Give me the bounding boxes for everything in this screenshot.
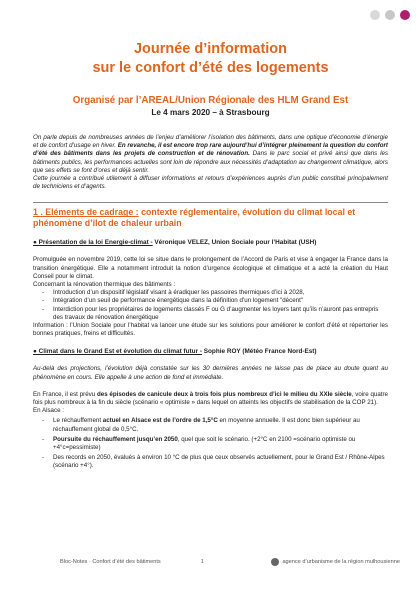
paragraph-projections: Au-delà des projections, l’évolution déjà constatée sur les 30 dernières années ne laisse pas de place au doute quant au phénomène en cours. Elle appelle à une action de fond et immédiate. [33,365,388,381]
title-line-1: Journée d’information [133,41,288,57]
france-c: , voire quatre fois plus nombreux à la fin du siècle (scénario « optimiste » dans lequel on atteints les objectifs de stabilisation de la COP 21). [33,390,388,407]
section-title: contexte réglementaire, évolution du climat local et phénomène d’îlot de chaleur urbain [33,207,356,229]
paragraph-alsace: En Alsace : [33,407,64,415]
document-page [33,40,388,473]
list-item [53,436,388,452]
intro-p1c: Dans le parc social et privé ainsi que dans les bâtiments publics, les performances actuelles sont loin de répondre aux nécessités d’adaptation au changement climatique, alors que ses effets se font d’ores et déjà sentir. [33,150,388,174]
dot-grey [385,10,395,20]
subheading-loi [33,239,388,247]
list-item [53,454,388,470]
event-date: Le 4 mars 2020 – à Strasbourg [151,108,270,117]
paragraph-renovation-intro: Concernant la rénovation thermique des bâtiments : [33,281,176,289]
footer-left: Bloc-Notes · Confort d’été des bâtiments [60,559,161,565]
item-text-c: , quel que soit le scénario. (+2°C en 2100 =scénario optimiste ou +4°c=pessimiste) [53,435,356,452]
section-number: 1 . Eléments de cadrage : [33,207,139,218]
page-footer [60,558,400,566]
list-item: - Intégration d’un seuil de performance énergétique dans la définition d’un logement "décent" [53,297,388,305]
list-item: - Introduction d’un dispositif législatif visant à éradiquer les passoires thermiques d’ici à 2028, [53,289,388,297]
footer-agency: agence d’urbanisme de la région mulhousienne [282,559,400,565]
paragraph-information: Information : l’Union Sociale pour l’habitat va lancer une étude sur les solutions pour améliorer le confort d’été et répertorier les bonnes pratiques, freins et difficultés. [33,322,388,338]
dot-light [370,10,380,20]
item-text-a: Des records en 2050, évalués à environ 10 °C de plus que ceux observés actuellement, pour le Grand Est / Rhône-Alpes (scénario +4°). [53,454,385,470]
renovation-list [33,289,388,322]
footer-right [271,558,400,566]
section-heading-1 [33,202,388,229]
list-item [53,417,388,433]
subheading-climat-title: ● Climat dans le Grand Est et évolution du climat futur - [33,348,202,356]
intro-paragraph-2: Cette journée a contribué utilement à diffuser informations et retours d’expériences auprès d’un public constitué principalement de techniciens et d’agents. [33,175,388,191]
intro-paragraph-1 [33,134,388,175]
subheading-climat [33,348,388,356]
paragraph-loi: Promulguée en novembre 2019, cette loi se situe dans le prolongement de l’Accord de Paris et vise à engager la France dans la transition énergétique. Elle a notamment introduit la notion d’urgence écologique et climatique et a acté la création du Haut Conseil pour le climat. [33,256,388,280]
france-a: En France, il est prévu [33,390,97,398]
alsace-list [33,417,388,470]
intro-p1a: On parle depuis de nombreuses années de l’enjeu d’améliorer l’isolation des bâtiments, dans une optique d’économie d’énergie et de confort d’usage en hiver. [33,134,388,150]
item-text-b: actuel en Alsace est de l’ordre de 1,5°C [102,417,218,425]
paragraph-france [33,391,388,407]
item-text-c: en moyenne annuelle. Il est donc bien supérieur au réchauffement global de 0,5°C. [53,417,360,433]
france-b: des épisodes de canicule deux à trois fois plus nombreux d’ici le milieu du XXIe siècle [96,390,352,398]
agency-logo-icon [271,558,279,566]
dot-magenta [400,10,410,20]
page-number: 1 [200,559,204,565]
subheading-climat-speaker: Sophie ROY (Météo France Nord-Est) [203,348,317,356]
item-text-b: Poursuite du réchauffement jusqu’en 2050 [53,435,178,443]
item-text-a: Le réchauffement [53,417,103,425]
list-item: - Interdiction pour les propriétaires de logements classés F ou G d’augmenter les loyers tant qu’ils n’auront pas entrepris des travaux de rénovation énergétique [53,306,388,322]
subheading-loi-title: ● Présentation de la loi Energie-climat - [33,239,153,247]
subheading-loi-speaker: Véronique VELEZ, Union Sociale pour l’Habitat (USH) [154,239,317,247]
title-line-2: sur le confort d’été des logements [92,60,329,76]
decorative-dots [370,10,410,20]
intro-p1b: En revanche, il est encore trop rare aujourd’hui d’intégrer pleinement la question du confort d’été des bâtiments dans les projets de construction et de rénovation. [33,142,388,158]
document-title [33,40,388,78]
organizer: Organisé par l’AREAL/Union Régionale des HLM Grand Est [72,95,349,106]
